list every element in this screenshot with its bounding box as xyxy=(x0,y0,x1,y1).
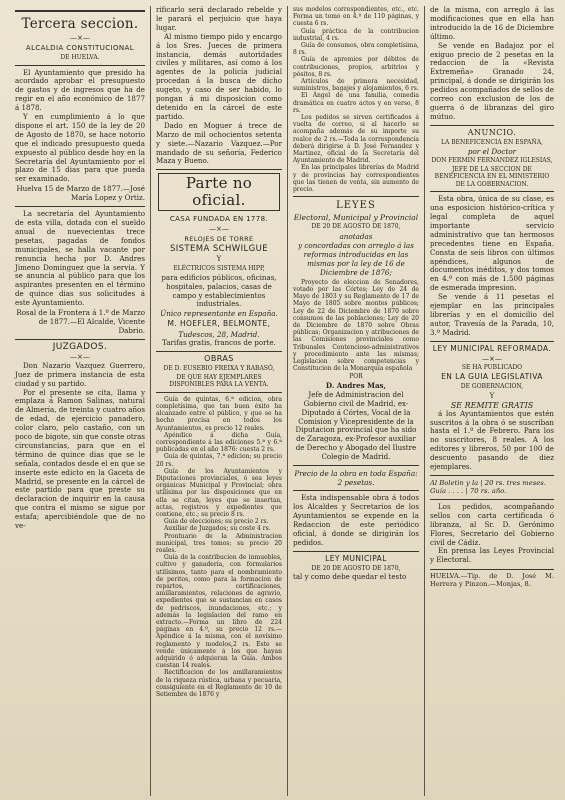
divider xyxy=(430,191,554,192)
address: Tudescos, 28, Madrid. xyxy=(178,330,260,340)
paragraph: Guía de apremios por débitos de contribuciones, propios, arbitrios y pósitos, 8 rs. xyxy=(292,56,419,78)
paragraph: Esta obra, única de su clase, es una esposicion histórico-crítica y legal completa de aquel importante servicio administrativo que tan hermosos precedentes tiene en España. Consta de seis libros con últimos apéndices, algunos de documentos inéditos, y dos tomos en 4.º con más de 1.500 páginas de esmerada impresion. xyxy=(429,194,554,293)
paragraph: En prensa las Leyes Provincial y Electoral. xyxy=(429,546,554,565)
paragraph: Se vende á 11 pesetas el ejemplar en las principales librerías y en el domicilio del autor, Travesía de la Parada, 10, 3.º Madrid. xyxy=(429,292,554,337)
paragraph: Al mismo tiempo pido y encargo á los Sres. Jueces de primera instancia, demás autoridades civiles y militares, así como á los agentes de la policía judicial procedan á la busca de dicho sugeto, y caso de ser habido, lo pongan á mi disposicion como detenido en la cárcel de este partido. xyxy=(155,31,282,121)
remite-gratis: SE REMITE GRATIS xyxy=(450,400,534,410)
conjunction: Y xyxy=(489,390,495,400)
paragraph: Proyecto de eleccion de Senadores, votado por las Córtes; Ley de 24 de Mayo de 1803 y su Reglamento de 17 de Mayo de 1805 sobre montes públicos; Ley de 22 de Diciembre de 1870 sobre consumos de las poblaciones; Ley de 20 de Diciembre de 1870 sobre Obras públicas; Organizacion y atribuciones de las Comisiones provinciales como Tribunales Contencioso-administrativos y procedimiento ante las mismas; Legislacion sobre competencias y Constitucion de la Monarquía española xyxy=(292,278,419,373)
paragraph: Guía de quintas, 7.ª edicion; su precio 20 rs. xyxy=(155,453,282,468)
guia-legislativa: EN LA GUIA LEGISLATIVA xyxy=(441,372,543,382)
hoefler-name: M. HOEFLER, BELMONTE, xyxy=(167,319,271,329)
divider xyxy=(430,499,554,500)
paragraph: de la misma, con arreglo á las modificaciones que en ella han introducido la de 16 de Diciembre último. xyxy=(429,6,554,41)
divider xyxy=(156,351,282,352)
tarifas: Tarifas gratis, francos de porte. xyxy=(162,338,276,348)
paragraph: Guía de los Ayuntamientos y Diputaciones provinciales, ó sea leyes orgánicas Municipal y Provincial; obra utilísima por las disposiciones que en ella se citan, leyes que se insertan, actas, registros y expedientes que contiene, etc.; su precio 8 rs. xyxy=(155,467,282,518)
representante: Único representante en España. xyxy=(160,309,278,319)
divider xyxy=(293,196,419,197)
ley-municipal-date: DE 20 DE AGOSTO DE 1870, xyxy=(311,564,401,572)
paragraph: Rectificacion de los amillaramientos de la riqueza rústica, urbana y pecuaria, consiguiente en el Reglamento de 10 de Setiembre de 1876 y xyxy=(155,669,282,699)
divider xyxy=(430,125,554,126)
paragraph: Don Nazario Vazquez Guerrero, Juez de primera instancia de esta ciudad y su partido. xyxy=(15,360,145,388)
price-line-1: Al Boletin y la | 20 rs. tres meses. xyxy=(429,478,546,487)
divider xyxy=(293,490,419,491)
paragraph: Auxiliar de Juzgados; su coste 4 rs. xyxy=(163,525,271,533)
ornament: —×— xyxy=(70,34,90,42)
paragraph: Guía práctica de la contribucion industrial, 4 rs. xyxy=(292,27,419,42)
conjunction: Y xyxy=(216,254,222,264)
paragraph: El Ángel de una familia, comedia dramática en cuatro actos y en verso, 8 rs. xyxy=(292,92,419,114)
leyes-subheading: Electoral, Municipal y Provincial xyxy=(293,213,419,223)
heading-alcaldia-sub: DE HUELVA. xyxy=(60,54,100,61)
por: POR xyxy=(349,373,363,381)
paragraph: Por el presente se cita, llama y emplaza á Ramon Salinas, natural de Almería, de treinta y cuatro años de edad, de ejercicio panadero, color claro, pelo castaño, con un poco de bigote, sin que conste otras circunstancias, para que en el término de quince dias que se le señala, contados desde el en que se inserte este edicto en la Gaceta de Madrid, se presente en la cárcel de este partido para que preste su declaracion de inquirir en la causa que contra el mismo se sigue por estafa; apercibiéndole que de no ve- xyxy=(15,387,145,531)
anotadas: anotadas xyxy=(339,231,373,241)
paragraph: rificarlo será declarado rebelde y le parará el perjuicio que haya lugar. xyxy=(155,6,282,32)
anuncio-cargo: JEFE DE LA SECCION DE BENEFICENCIA EN EL MINISTERIO DE LA GOBERNACION. xyxy=(434,165,550,188)
paragraph: sus modelos correspondientes, etc., etc. Forma un tomo en 4.º de 110 páginas, y cuesta 6 rs. xyxy=(292,6,419,28)
concordadas: y concordadas con arreglo á las reformas introducidas en las mismas por la ley de 16 de Diciembre de 1876; xyxy=(298,240,414,277)
divider xyxy=(293,465,419,466)
author-name: D. Andres Mas, xyxy=(325,380,387,390)
imprint: HUELVA.—Tip. de D. José M. Herrera y Pinzon.—Monjas, 8. xyxy=(430,569,554,588)
divider xyxy=(15,10,145,12)
leyes-heading: LEYES xyxy=(336,200,376,212)
divider xyxy=(156,169,282,170)
electricos-heading: ELÉCTRICOS SISTEMA HIPP, xyxy=(173,265,265,273)
signature: Huelva 15 de Marzo de 1877.—José María Lopez y Ortiz. xyxy=(16,184,145,203)
paragraph: Se vende en Badajoz por el exiguo precio de 2 pesetas en la redaccion de la «Revista Extremeña» Granado 24, principal, á donde se dirigirán los pedidos acompañados de sellos de correo con exclusion de los de guerra ó de libranzas del giro mútuo. xyxy=(429,40,554,121)
columns xyxy=(10,6,559,796)
author-credentials: Jefe de Administracion del Gobierno civil de Madrid, ex-Diputado á Córtes, Vocal de la Comision y Vicepresidente de la Diputacion provincial que ha sido de Zaragoza, ex-Profesor auxiliar de Derecho y Abogado del Ilustre Colegio de Madrid. xyxy=(295,389,417,462)
ornament: —×— xyxy=(70,352,90,361)
paragraph: para edificios públicos, oficinas, hospitales, palacios, casas de campo y establecimientos industriales. xyxy=(161,272,277,309)
leyes-contents xyxy=(293,279,419,373)
divider xyxy=(293,551,419,552)
divider xyxy=(430,341,554,342)
paragraph: Dado en Moguer á trece de Marzo de mil ochocientos setenta y siete.—Nazario Vazquez.—Por mandado de su señoría, Federico Maza y Bueno. xyxy=(155,120,282,166)
paragraph: Los pedidos, acompañando sellos con carta certificada ó libranza, al Sr. D. Gerónimo Flores, Secretario del Gobierno civil de Cádiz. xyxy=(429,501,554,547)
column-3 xyxy=(288,6,425,796)
ley-municipal-heading: LEY MUNICIPAL xyxy=(325,553,387,563)
paragraph: tal y como debe quedar el testo xyxy=(292,572,407,582)
divider xyxy=(15,206,145,207)
precio: Precio de la obra en toda España: 2 pesetas. xyxy=(294,469,418,488)
paragraph: Guía de consumos, obra completísima, 8 rs. xyxy=(292,42,419,57)
relojes-heading: RELOJES DE TORRE xyxy=(184,235,254,244)
ley-reformada-heading: LEY MUNICIPAL REFORMADA. xyxy=(432,343,552,353)
heading-alcaldia: ALCALDIA CONSTITUCIONAL xyxy=(25,44,135,52)
se-ha-publicado: SE HA PUBLICADO xyxy=(461,363,523,371)
section-title-tercera: Tercera seccion. xyxy=(21,16,139,32)
casa-fundada: CASA FUNDADA EN 1778. xyxy=(169,215,269,224)
paragraph: Guía de la contribucion de inmuebles, cultivo y ganadería, con formularios utilísimos, tanto para el nombramiento de peritos, como para la formacion de repartos, certificaciones, amillaramientos, relaciones de agravio, expedientes que se sustancian en casos de pedriscos, inundaciones, etc.; y además la legislacion del ramo en extracto.—Forma un libro de 224 páginas en 4.º, su precio 12 rs.—Apéndice á la misma, con el novísimo reglamento y modelos,2 rs. Este se vende únicamente á los que hayan adquirido ó adquieran la Guía. Ambos cuestan 14 reales. xyxy=(155,554,282,670)
divider xyxy=(15,339,145,340)
paragraph: Apéndice á dicha Guía, correspondiente á las ediciones 5.ª y 6.ª publicadas en el año 1876: cuesta 2 rs. xyxy=(155,431,282,454)
paragraph: Los pedidos se sirven certificados á vuelta de correo, si al hacerlo se acompaña además de su importe su realce de 2 rs.—Toda la correspondencia deberá dirigirse á D. José Fernandez y Martinez, oficial de la Secretaría del Ayuntamiento de Madrid. xyxy=(292,114,419,165)
paragraph: En las principales librerías de Madrid y de provincias hay correspondientes que las tienen de venta, sin aumento de precio. xyxy=(292,164,419,194)
ornament: —×— xyxy=(482,354,502,363)
signature: Rosal de la Frontera á 1.º de Marzo de 1877.—El Alcalde, Vicente Dabrio. xyxy=(16,308,145,335)
section-title-parte-no-oficial: Parte no oficial. xyxy=(158,173,280,211)
obras-author: DE D. EUSEBIO FREIXA Y RABASÓ, xyxy=(163,365,275,373)
obras-sub: DE QUE HAY EJEMPLARES DISPONIBLES PARA LA VENTA. xyxy=(169,373,269,389)
divider xyxy=(15,65,145,66)
column-4 xyxy=(425,6,559,796)
paragraph: El Ayuntamiento que presido ha acordado aprobar el presupuesto de gastos y de ingresos que ha de regir en el año económico de 1877 á 1878. xyxy=(15,67,145,113)
paragraph: Y en cumplimiento á lo que dispone el art. 150 de la ley de 20 de Agosto de 1870, se hace notorio que el indicado presupuesto queda expuesto al público desde hoy en la Secretaría del Ayuntamiento por el plazo de 15 dias para que pueda ser examinado. xyxy=(15,112,145,184)
leyes-date: DE 20 DE AGOSTO DE 1870, xyxy=(311,223,401,231)
ornament: —×— xyxy=(209,225,229,234)
anuncio-author: DON FERMIN FERNANDEZ IGLESIAS, xyxy=(431,157,553,165)
sistema-heading: SISTEMA SCHWILGUE xyxy=(169,244,268,255)
guia-legislativa-sub: DE GOBERNACION, xyxy=(460,383,524,391)
heading-juzgados: JUZGADOS. xyxy=(52,341,108,352)
paragraph: Guía de quintas, 6.ª edicion, obra completísima, que tan buen éxito ha alcanzado entre el público, y que se ha hecho precisa en todos los Ayuntamientos, es precio 12 reales. xyxy=(155,395,282,432)
anuncio-por: por el Doctor xyxy=(467,147,517,157)
paragraph: Esta indispensable obra á todos los Alcaldes y Secretarios de los Ayuntamientos se expende en la Redaccion de este periódico oficial, á donde se dirigirán los pedidos. xyxy=(292,493,419,547)
divider xyxy=(430,475,554,476)
obras-list-cont xyxy=(293,6,419,193)
paragraph: á los Ayuntamientos que estén suscritos á la obra ó se suscriban hasta el 1.º de Febrero. Para los no suscritores, 8 reales. A los editores y libreros, 50 por 100 de descuento pasando de diez ejemplares. xyxy=(429,408,554,472)
paragraph: Prontuario de la Administracion municipal, tres tomos; su precio 20 reales. xyxy=(155,532,282,555)
obras-list xyxy=(156,396,282,699)
paragraph: Artículos de primera necesidad, suministros, bagajes y alojamientos, 6 rs. xyxy=(292,78,419,93)
column-2 xyxy=(151,6,288,796)
paragraph: Guía de elecciones; su precio 2 rs. xyxy=(163,518,269,526)
anuncio-heading: ANUNCIO. xyxy=(467,127,517,137)
paragraph: La secretaría del Ayuntamiento de esta villa, dotada con el sueldo anual de nuevecientas trece pesetas, pagadas de fondos municipales, se halla vacante por renuncia hecha por D. Andres Jimeno Dominguez que la servia. Y se anuncia al público para que los aspirantes presenten en el término de quince dias sus solicitudes á este Ayuntamiento. xyxy=(15,209,145,308)
obras-heading: OBRAS xyxy=(204,354,234,364)
price-line-2: Guía . . . . | 70 rs. año. xyxy=(429,487,507,496)
column-1 xyxy=(10,6,151,796)
divider xyxy=(156,392,282,393)
anuncio-title: LA BENEFICENCIA EN ESPAÑA, xyxy=(441,138,543,146)
